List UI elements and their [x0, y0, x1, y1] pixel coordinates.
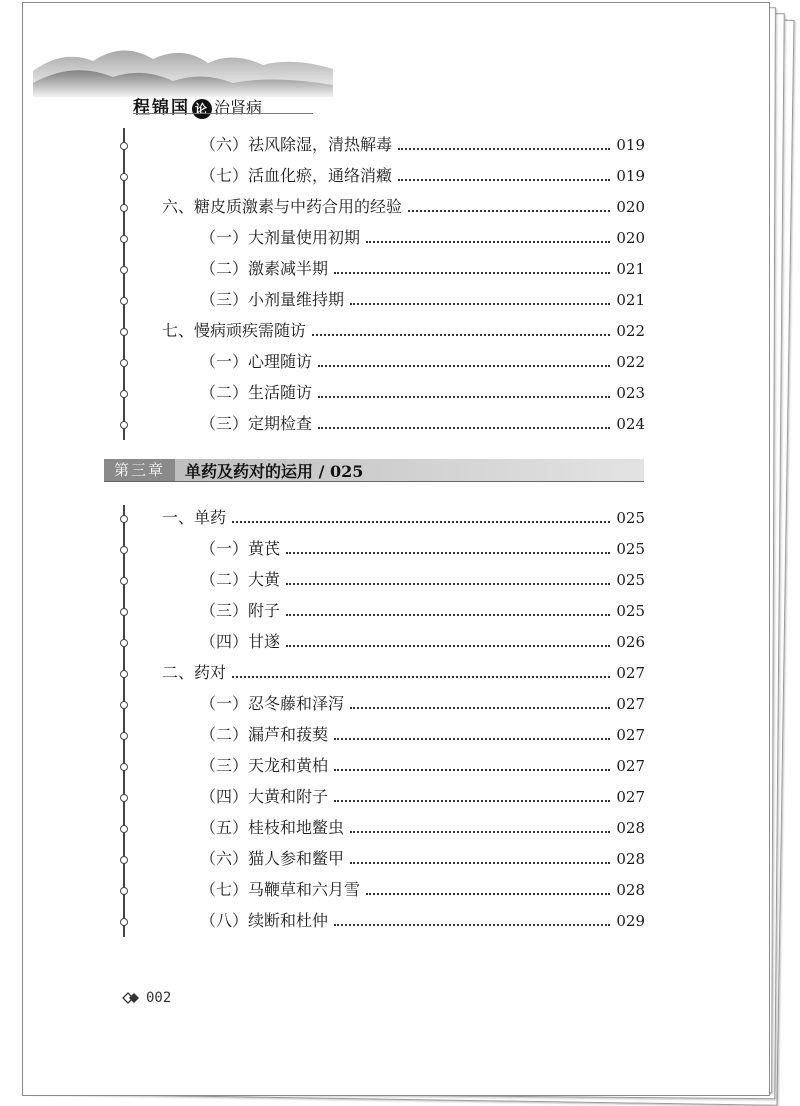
toc-dot-leader	[350, 831, 610, 833]
header-title-sub: 治肾病	[214, 98, 263, 117]
toc-entry-label: （七）活血化瘀，通络消癥	[200, 166, 393, 185]
timeline-dot	[120, 732, 128, 740]
toc-dot-leader	[350, 303, 610, 305]
toc-entry-label: （七）马鞭草和六月雪	[200, 880, 361, 899]
toc-dot-leader	[286, 583, 610, 585]
toc-entry-page: 019	[616, 136, 645, 154]
toc-dot-leader	[398, 148, 610, 150]
header-title-badge: 论	[192, 99, 212, 119]
toc-entry-page: 028	[616, 850, 645, 868]
timeline-dot	[120, 608, 128, 616]
toc-entry[interactable]	[140, 288, 645, 312]
toc-entry-label: 七、慢病顽疾需随访	[162, 321, 307, 340]
toc-dot-leader	[312, 334, 610, 336]
toc-dot-leader	[334, 924, 610, 926]
toc-entry-page: 027	[616, 726, 645, 744]
toc-dot-leader	[318, 427, 610, 429]
toc-entry[interactable]	[140, 909, 645, 933]
running-header	[133, 93, 262, 119]
timeline-dot	[120, 235, 128, 243]
timeline-dot	[120, 328, 128, 336]
timeline-dot	[120, 359, 128, 367]
toc-entry-label: （五）桂枝和地鳖虫	[200, 818, 345, 837]
toc-dot-leader	[318, 396, 610, 398]
toc-entry-label: （三）定期检查	[200, 414, 313, 433]
toc-entry-page: 019	[616, 167, 645, 185]
toc-entry-label: （三）天龙和黄柏	[200, 756, 329, 775]
timeline-dot	[120, 173, 128, 181]
toc-entry-page: 025	[616, 571, 645, 589]
toc-entry[interactable]	[140, 133, 645, 157]
toc-entry[interactable]	[140, 195, 645, 219]
toc-entry-page: 028	[616, 881, 645, 899]
chapter-banner	[104, 459, 644, 482]
timeline-dot	[120, 825, 128, 833]
toc-dot-leader	[232, 521, 610, 523]
timeline-dot	[120, 887, 128, 895]
chapter-number: 第三章	[104, 459, 175, 481]
toc-entry[interactable]	[140, 412, 645, 436]
toc-entry[interactable]	[140, 568, 645, 592]
timeline-dot	[120, 546, 128, 554]
toc-dot-leader	[318, 365, 610, 367]
timeline-dot	[120, 670, 128, 678]
timeline-dot	[120, 266, 128, 274]
toc-entry-label: （二）漏芦和菝葜	[200, 725, 329, 744]
timeline-dot	[120, 515, 128, 523]
toc-entry-label: （八）续断和杜仲	[200, 911, 329, 930]
toc-entry-label: （三）小剂量维持期	[200, 290, 345, 309]
toc-dot-leader	[366, 241, 610, 243]
toc-entry-label: 二、药对	[162, 663, 227, 682]
toc-entry-page: 025	[616, 602, 645, 620]
toc-entry-page: 025	[616, 540, 645, 558]
timeline-dot	[120, 856, 128, 864]
toc-entry-label: （一）大剂量使用初期	[200, 228, 361, 247]
toc-entry-page: 027	[616, 695, 645, 713]
toc-entry[interactable]	[140, 319, 645, 343]
timeline-dot	[120, 390, 128, 398]
toc-entry[interactable]	[140, 785, 645, 809]
toc-entry[interactable]	[140, 878, 645, 902]
toc-entry[interactable]	[140, 661, 645, 685]
toc-dot-leader	[334, 272, 610, 274]
timeline-dot	[120, 577, 128, 585]
toc-entry[interactable]	[140, 350, 645, 374]
timeline-dot	[120, 421, 128, 429]
toc-dot-leader	[286, 645, 610, 647]
toc-entry-page: 027	[616, 757, 645, 775]
toc-dot-leader	[350, 862, 610, 864]
toc-entry[interactable]	[140, 847, 645, 871]
toc-dot-leader	[334, 769, 610, 771]
toc-entry[interactable]	[140, 164, 645, 188]
toc-entry-page: 028	[616, 819, 645, 837]
toc-entry-page: 020	[616, 198, 645, 216]
toc-dot-leader	[366, 893, 610, 895]
diamond-icon	[122, 992, 140, 1004]
toc-entry[interactable]	[140, 226, 645, 250]
toc-entry[interactable]	[140, 816, 645, 840]
toc-entry-page: 022	[616, 322, 645, 340]
toc-entry-page: 025	[616, 509, 645, 527]
timeline-dot	[120, 794, 128, 802]
toc-entry-page: 020	[616, 229, 645, 247]
toc-entry-label: （四）甘遂	[200, 632, 281, 651]
toc-entry-label: （一）心理随访	[200, 352, 313, 371]
chapter-title: 单药及药对的运用 / 025	[185, 461, 364, 481]
toc-entry[interactable]	[140, 506, 645, 530]
timeline-dot	[120, 142, 128, 150]
toc-entry-label: （二）生活随访	[200, 383, 313, 402]
toc-dot-leader	[408, 210, 610, 212]
toc-entry-label: （二）激素减半期	[200, 259, 329, 278]
header-rule	[133, 113, 313, 114]
toc-timeline-bottom	[123, 505, 125, 937]
toc-entry-page: 023	[616, 384, 645, 402]
toc-dot-leader	[286, 552, 610, 554]
toc-dot-leader	[334, 800, 610, 802]
timeline-dot	[120, 204, 128, 212]
toc-entry-page: 026	[616, 633, 645, 651]
toc-entry[interactable]	[140, 381, 645, 405]
toc-entry-page: 027	[616, 788, 645, 806]
toc-entry-label: （六）猫人参和鳖甲	[200, 849, 345, 868]
timeline-dot	[120, 701, 128, 709]
toc-entry[interactable]	[140, 257, 645, 281]
toc-entry-label: （四）大黄和附子	[200, 787, 329, 806]
toc-entry-label: （三）附子	[200, 601, 281, 620]
toc-entry-page: 027	[616, 664, 645, 682]
toc-entry-label: （一）忍冬藤和泽泻	[200, 694, 345, 713]
toc-entry[interactable]	[140, 599, 645, 623]
timeline-dot	[120, 297, 128, 305]
page-footer	[122, 990, 171, 1006]
toc-dot-leader	[232, 676, 610, 678]
toc-dot-leader	[350, 707, 610, 709]
toc-entry[interactable]	[140, 723, 645, 747]
toc-entry[interactable]	[140, 692, 645, 716]
timeline-dot	[120, 639, 128, 647]
toc-entry-page: 024	[616, 415, 645, 433]
toc-dot-leader	[398, 179, 610, 181]
toc-entry[interactable]	[140, 630, 645, 654]
toc-entry-label: 六、糖皮质激素与中药合用的经验	[162, 197, 403, 216]
page-number: 002	[146, 990, 172, 1006]
toc-entry[interactable]	[140, 754, 645, 778]
timeline-dot	[120, 763, 128, 771]
toc-entry-label: （一）黄芪	[200, 539, 281, 558]
toc-entry-page: 021	[616, 291, 645, 309]
toc-entry-page: 022	[616, 353, 645, 371]
toc-entry-label: （六）祛风除湿，清热解毒	[200, 135, 393, 154]
toc-dot-leader	[286, 614, 610, 616]
toc-dot-leader	[334, 738, 610, 740]
header-title-main: 程锦国	[133, 98, 190, 118]
toc-entry-page: 021	[616, 260, 645, 278]
toc-entry-label: 一、单药	[162, 508, 227, 527]
toc-entry-page: 029	[616, 912, 645, 930]
toc-entry-label: （二）大黄	[200, 570, 281, 589]
timeline-dot	[120, 918, 128, 926]
toc-entry[interactable]	[140, 537, 645, 561]
